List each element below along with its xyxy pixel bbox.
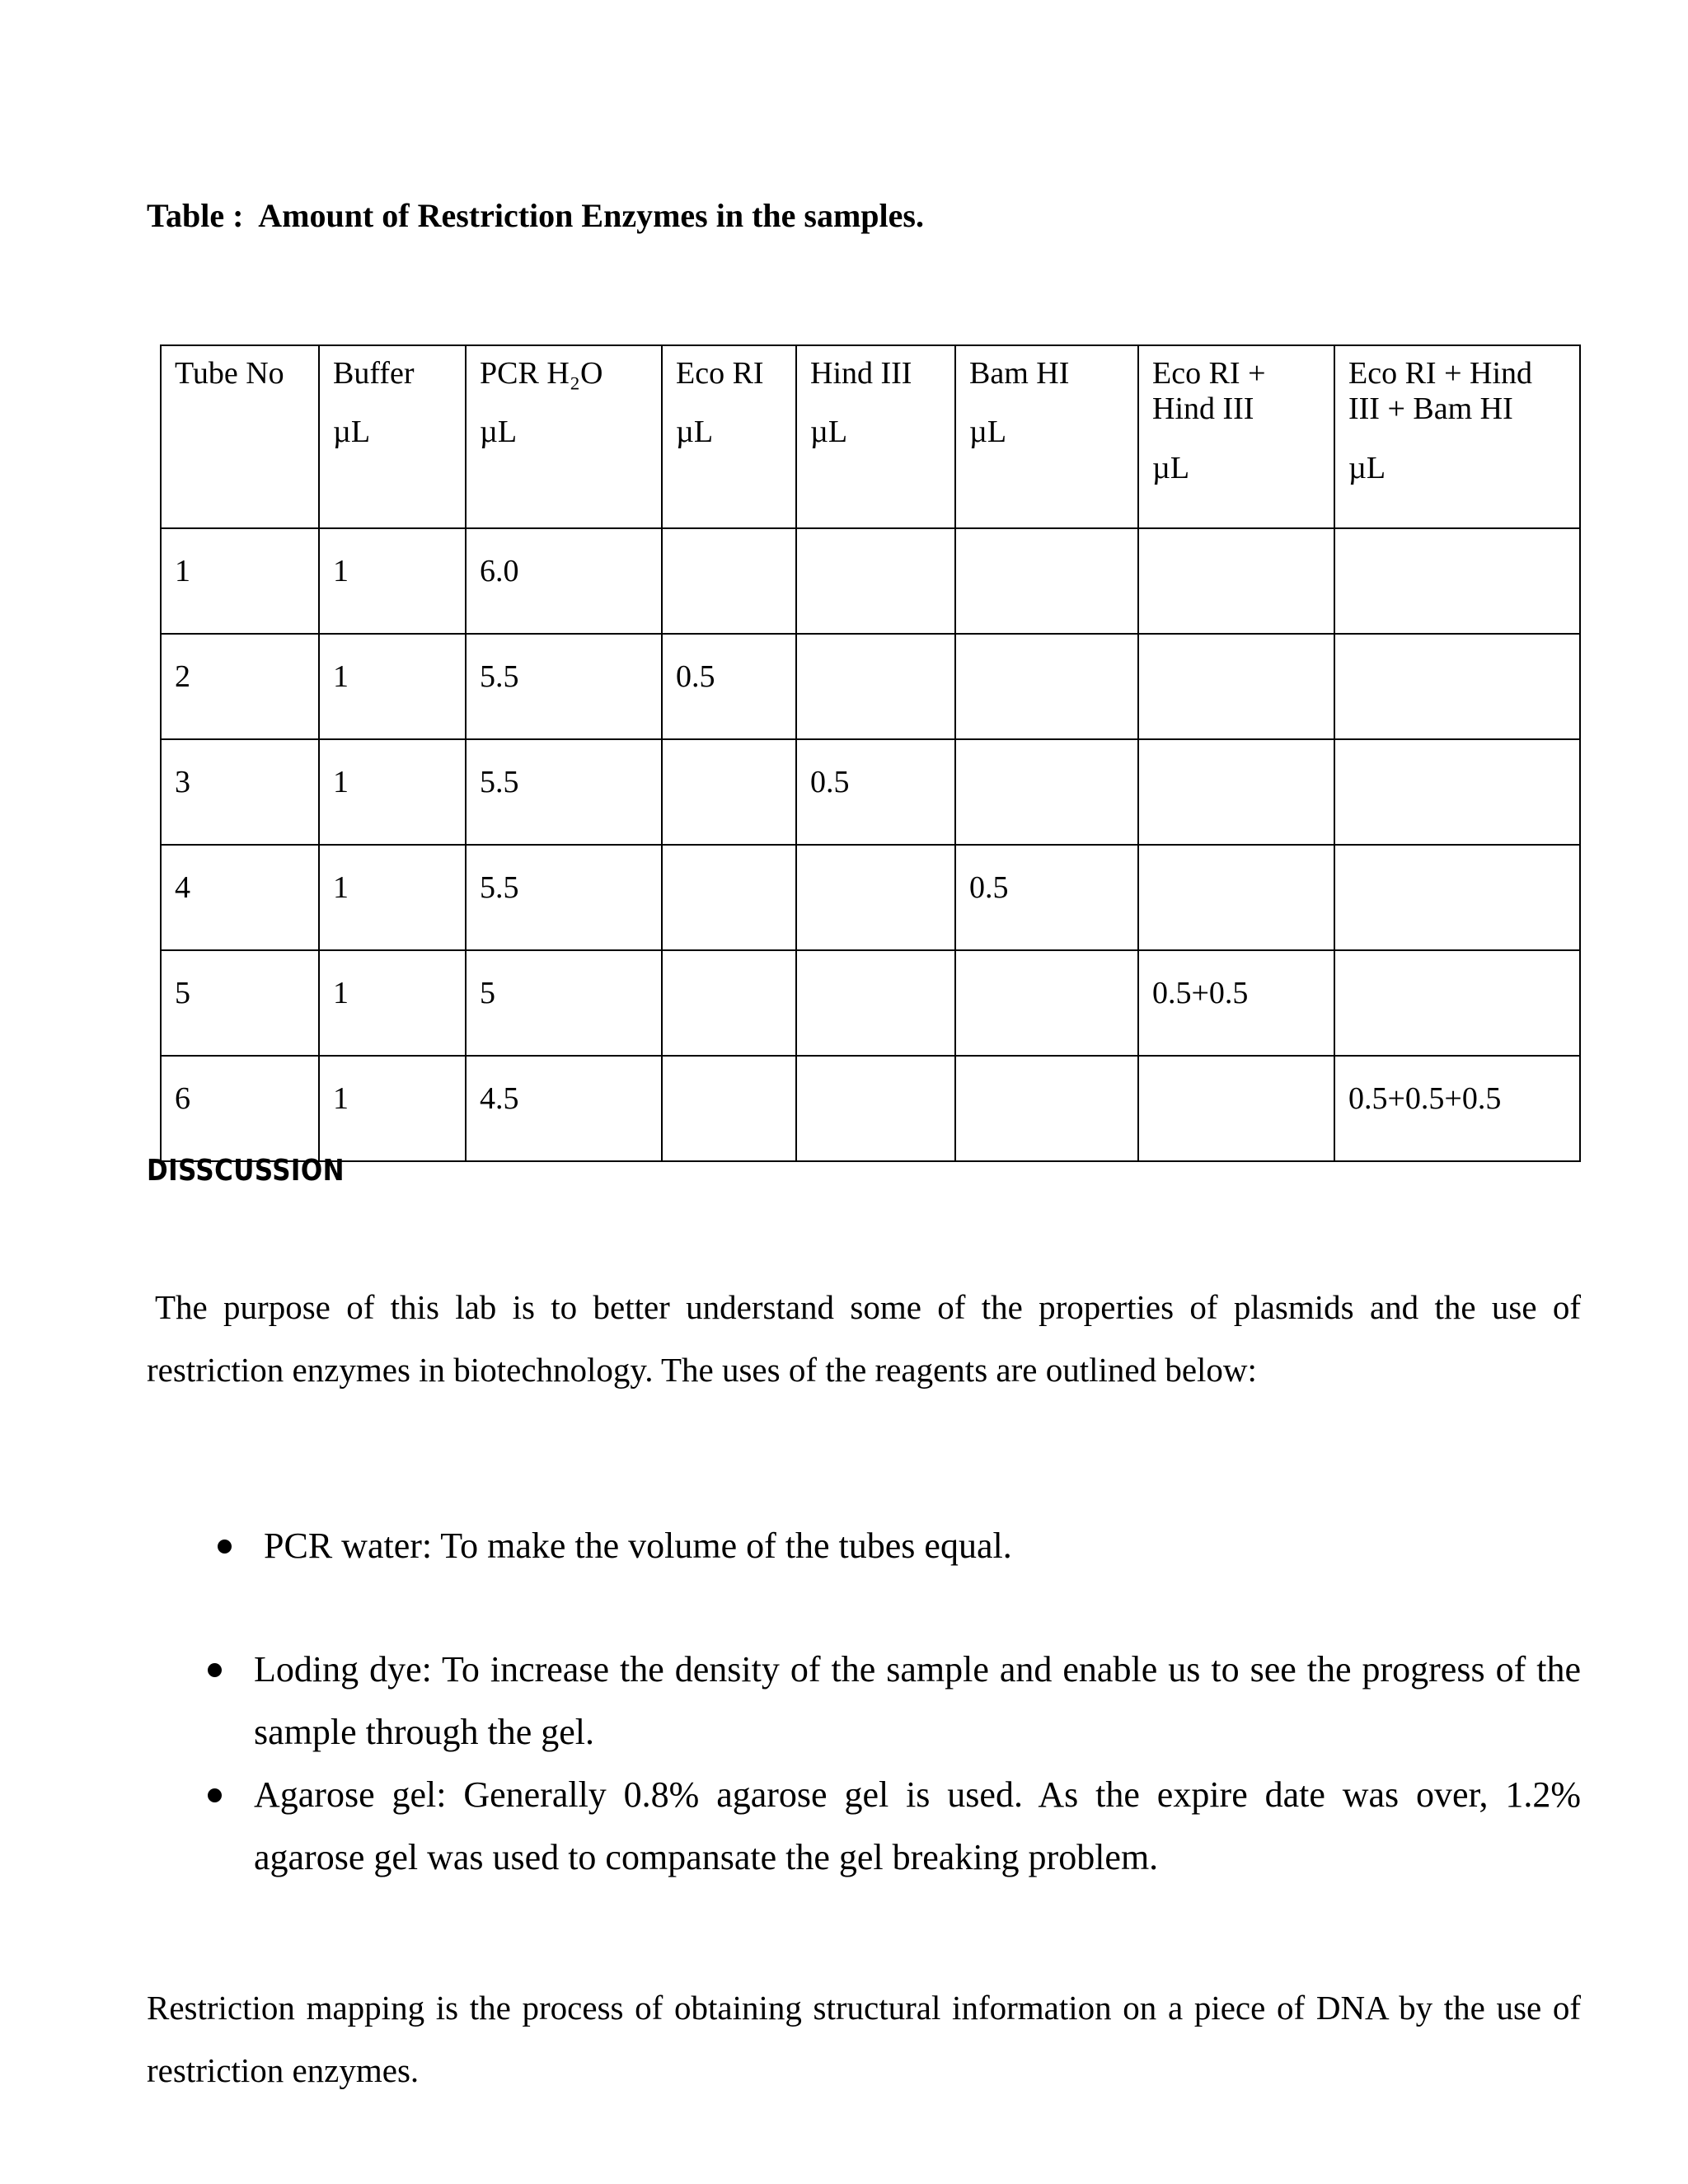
header-label: Eco RI + Hind III: [1152, 356, 1266, 426]
header-label: Eco RI: [676, 356, 764, 391]
table-cell: [796, 528, 955, 634]
table-cell: 4.5: [466, 1056, 662, 1161]
table-cell: 5.5: [466, 634, 662, 739]
list-item: [264, 1515, 1582, 1577]
bullet-icon: [208, 1663, 222, 1677]
table-cell: [955, 528, 1138, 634]
discussion-heading: DISSCUSSION: [147, 1154, 345, 1188]
discussion-intro-paragraph: The purpose of this lab is to better understand some of the properties of plasmids and the use of restriction enzymes in biotechnology. The uses of the reagents are outlined below:: [147, 1288, 1581, 1389]
table-cell: 0.5+0.5+0.5: [1334, 1056, 1580, 1161]
header-cell: [1334, 345, 1580, 528]
table-cell: 1: [319, 739, 466, 845]
table-cell: 3: [161, 739, 319, 845]
header-label: PCR H₂O: [480, 356, 603, 391]
table-cell: [1138, 845, 1334, 950]
table-cell: [1334, 739, 1580, 845]
table-cell: [662, 1056, 796, 1161]
table-cell: 0.5: [796, 739, 955, 845]
table-cell: [662, 739, 796, 845]
bullet-icon: [208, 1788, 222, 1802]
table-cell: 4: [161, 845, 319, 950]
list-item-text: Loding dye: To increase the density of the sample and enable us to see the progress of the sample through the gel.: [254, 1649, 1581, 1752]
table-cell: [955, 1056, 1138, 1161]
table-cell: [1138, 528, 1334, 634]
header-label: Tube No: [175, 356, 284, 391]
table-cell: [955, 950, 1138, 1056]
table-cell: [1138, 1056, 1334, 1161]
table-cell: 1: [319, 845, 466, 950]
header-cell: [161, 345, 319, 528]
table-cell: 5: [161, 950, 319, 1056]
header-unit: µL: [333, 414, 371, 449]
header-label: Eco RI + Hind III + Bam HI: [1348, 356, 1533, 426]
table-cell: 1: [319, 528, 466, 634]
table-row: [161, 739, 1580, 845]
table-row: [161, 528, 1580, 634]
header-unit: µL: [810, 414, 848, 449]
table-cell: [662, 528, 796, 634]
table-row: [161, 845, 1580, 950]
closing-paragraph: Restriction mapping is the process of obtaining structural information on a piece of DNA by the use of restriction enzymes.: [147, 1989, 1581, 2089]
table-cell: [796, 634, 955, 739]
table-row: [161, 1056, 1580, 1161]
table-cell: 0.5: [955, 845, 1138, 950]
header-cell: [796, 345, 955, 528]
header-cell: [662, 345, 796, 528]
table-cell: [1334, 845, 1580, 950]
table-cell: [1334, 950, 1580, 1056]
table-cell: [955, 739, 1138, 845]
table-row: [161, 950, 1580, 1056]
header-cell: [1138, 345, 1334, 528]
table-cell: [662, 845, 796, 950]
table-cell: [796, 845, 955, 950]
table-header-row: [161, 345, 1580, 528]
table-cell: [1334, 634, 1580, 739]
header-cell: [319, 345, 466, 528]
header-cell: [955, 345, 1138, 528]
header-label: Buffer: [333, 356, 415, 391]
header-unit: µL: [969, 414, 1007, 449]
table-row: [161, 634, 1580, 739]
restriction-enzyme-table: [160, 344, 1581, 1162]
header-unit: µL: [676, 414, 714, 449]
table-cell: 1: [319, 634, 466, 739]
table-cell: 0.5: [662, 634, 796, 739]
list-item: [254, 1764, 1581, 1889]
header-unit: µL: [480, 414, 518, 449]
table-cell: 2: [161, 634, 319, 739]
table-cell: 1: [319, 950, 466, 1056]
header-label: Bam HI: [969, 356, 1070, 391]
table-cell: [1334, 528, 1580, 634]
table-cell: [796, 1056, 955, 1161]
header-cell: [466, 345, 662, 528]
table-caption: Table : Amount of Restriction Enzymes in the samples.: [147, 197, 924, 234]
table-cell: 6: [161, 1056, 319, 1161]
table-cell: [1138, 739, 1334, 845]
header-unit: µL: [1348, 451, 1386, 486]
bullet-icon: [218, 1540, 232, 1554]
list-item-text: PCR water: To make the volume of the tubes equal.: [264, 1526, 1012, 1566]
table-cell: [955, 634, 1138, 739]
list-item-text: Agarose gel: Generally 0.8% agarose gel is used. As the expire date was over, 1.2% agarose gel was used to compansate the gel breaking problem.: [254, 1774, 1581, 1877]
header-unit: µL: [1152, 451, 1190, 486]
table-cell: 5: [466, 950, 662, 1056]
header-label: Hind III: [810, 356, 912, 391]
table-cell: 1: [161, 528, 319, 634]
table-cell: 6.0: [466, 528, 662, 634]
table-cell: [1138, 634, 1334, 739]
table-cell: 1: [319, 1056, 466, 1161]
table-cell: [662, 950, 796, 1056]
table-cell: 5.5: [466, 739, 662, 845]
table-cell: [796, 950, 955, 1056]
table-cell: 5.5: [466, 845, 662, 950]
list-item: [254, 1638, 1581, 1764]
table-cell: 0.5+0.5: [1138, 950, 1334, 1056]
